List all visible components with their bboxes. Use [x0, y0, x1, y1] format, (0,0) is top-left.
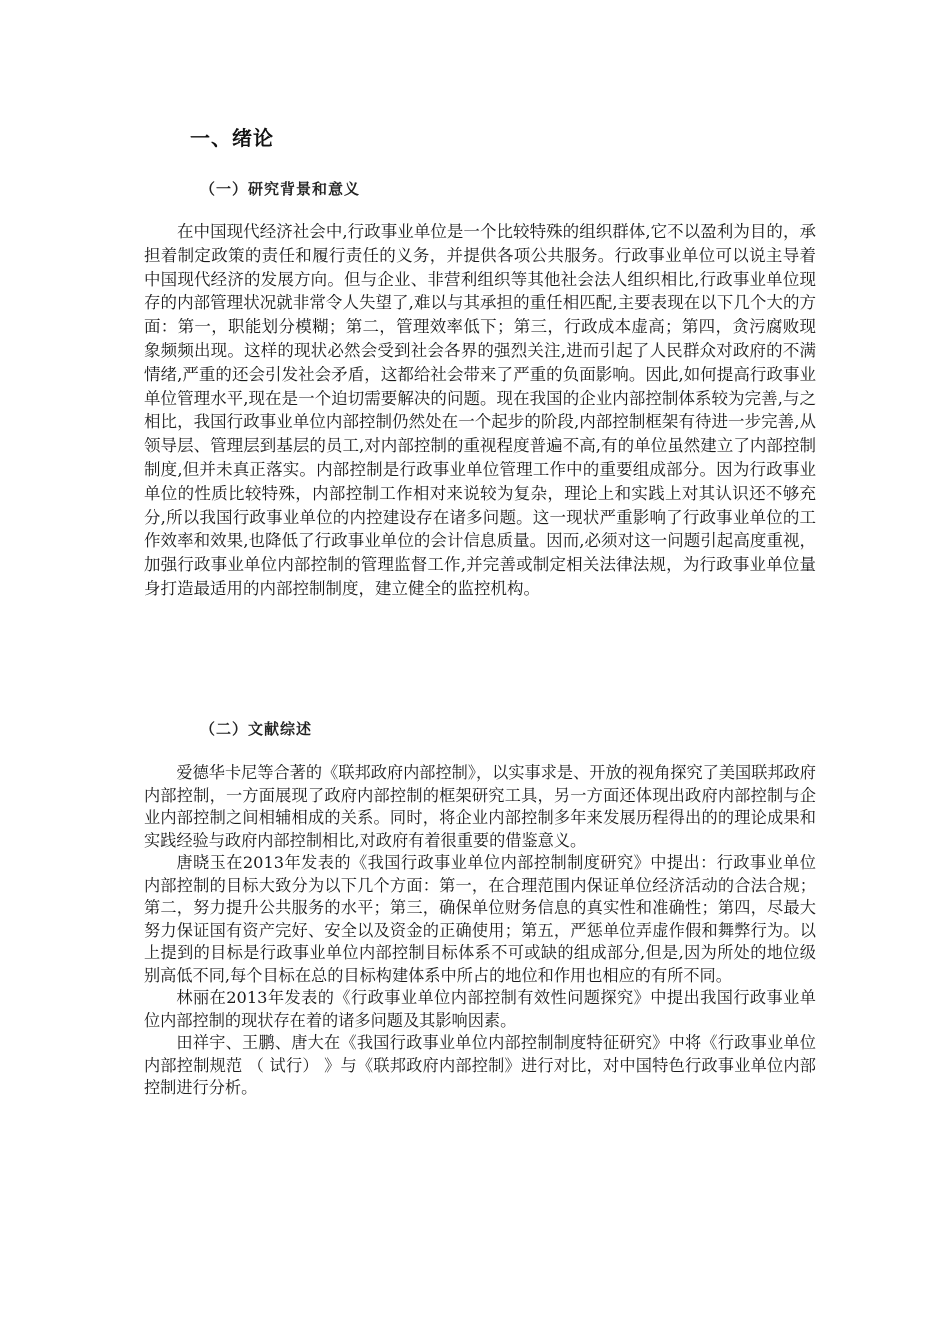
body-paragraph: 爱德华卡尼等合著的《联邦政府内部控制》，以实事求是、开放的视角探究了美国联邦政府内部控制，一方面展现了政府内部控制的框架研究工具，另一方面还体现出政府内部控制与企业内部控制之间相辅相成的关系。同时，将企业内部控制多年来发展历程得出的的理论成果和实践经验与政府内部控制相比,对政府有着很重要的借鉴意义。 — [144, 763, 816, 850]
body-paragraph: 在中国现代经济社会中,行政事业单位是一个比较特殊的组织群体,它不以盈利为目的，承担着制定政策的责任和履行责任的义务，并提供各项公共服务。行政事业单位可以说主导着中国现代经济的发展方向。但与企业、非营利组织等其他社会法人组织相比,行政事业单位现存的内部管理状况就非常令人失望了,难以与其承担的重任相匹配,主要表现在以下几个大的方面：第一，职能划分模糊；第二，管理效率低下；第三，行政成本虚高；第四，贪污腐败现象频频出现。这样的现状必然会受到社会各界的强烈关注,进而引起了人民群众对政府的不满情绪,严重的还会引发社会矛盾，这都给社会带来了严重的负面影响。因此,如何提高行政事业单位管理水平,现在是一个迫切需要解决的问题。现在我国的企业内部控制体系较为完善,与之相比，我国行政事业单位内部控制仍然处在一个起步的阶段,内部控制框架有待进一步完善,从领导层、管理层到基层的员工,对内部控制的重视程度普遍不高,有的单位虽然建立了内部控制制度,但并未真正落实。内部控制是行政事业单位管理工作中的重要组成部分。因为行政事业单位的性质比较特殊，内部控制工作相对来说较为复杂，理论上和实践上对其认识还不够充分,所以我国行政事业单位的内控建设存在诸多问题。这一现状严重影响了行政事业单位的工作效率和效果,也降低了行政事业单位的会计信息质量。因而,必须对这一问题引起高度重视，加强行政事业单位内部控制的管理监督工作,并完善或制定相关法律法规，为行政事业单位量身打造最适用的内部控制制度，建立健全的监控机构。 — [144, 222, 816, 598]
body-paragraph: 唐晓玉在2013年发表的《我国行政事业单位内部控制制度研究》中提出：行政事业单位内部控制的目标大致分为以下几个方面：第一，在合理范围内保证单位经济活动的合法合规；第二，努力提升公共服务的水平；第三，确保单位财务信息的真实性和准确性；第四，尽最大努力保证国有资产完好、安全以及资金的正确使用；第五，严惩单位弄虚作假和舞弊行为。以上提到的目标是行政事业单位内部控制目标体系不可或缺的组成部分,但是,因为所处的地位级别高低不同,每个目标在总的目标构建体系中所占的地位和作用也相应的有所不同。 — [144, 853, 816, 985]
body-paragraph: 田祥宇、王鹏、唐大在《我国行政事业单位内部控制制度特征研究》中将《行政事业单位内部控制规范 （ 试行） 》与《联邦政府内部控制》进行对比，对中国特色行政事业单位内部控制进行分析。 — [144, 1033, 816, 1097]
body-paragraph: 林丽在2013年发表的《行政事业单位内部控制有效性问题探究》中提出我国行政事业单位内部控制的现状存在着的诸多问题及其影响因素。 — [144, 988, 816, 1030]
section-heading-background: （一）研究背景和意义 — [200, 180, 361, 198]
section-body-literature-review — [144, 762, 816, 1100]
section-body-background — [144, 220, 816, 601]
section-heading-literature-review: （二）文献综述 — [200, 720, 313, 738]
chapter-title: 一、绪论 — [190, 126, 274, 150]
